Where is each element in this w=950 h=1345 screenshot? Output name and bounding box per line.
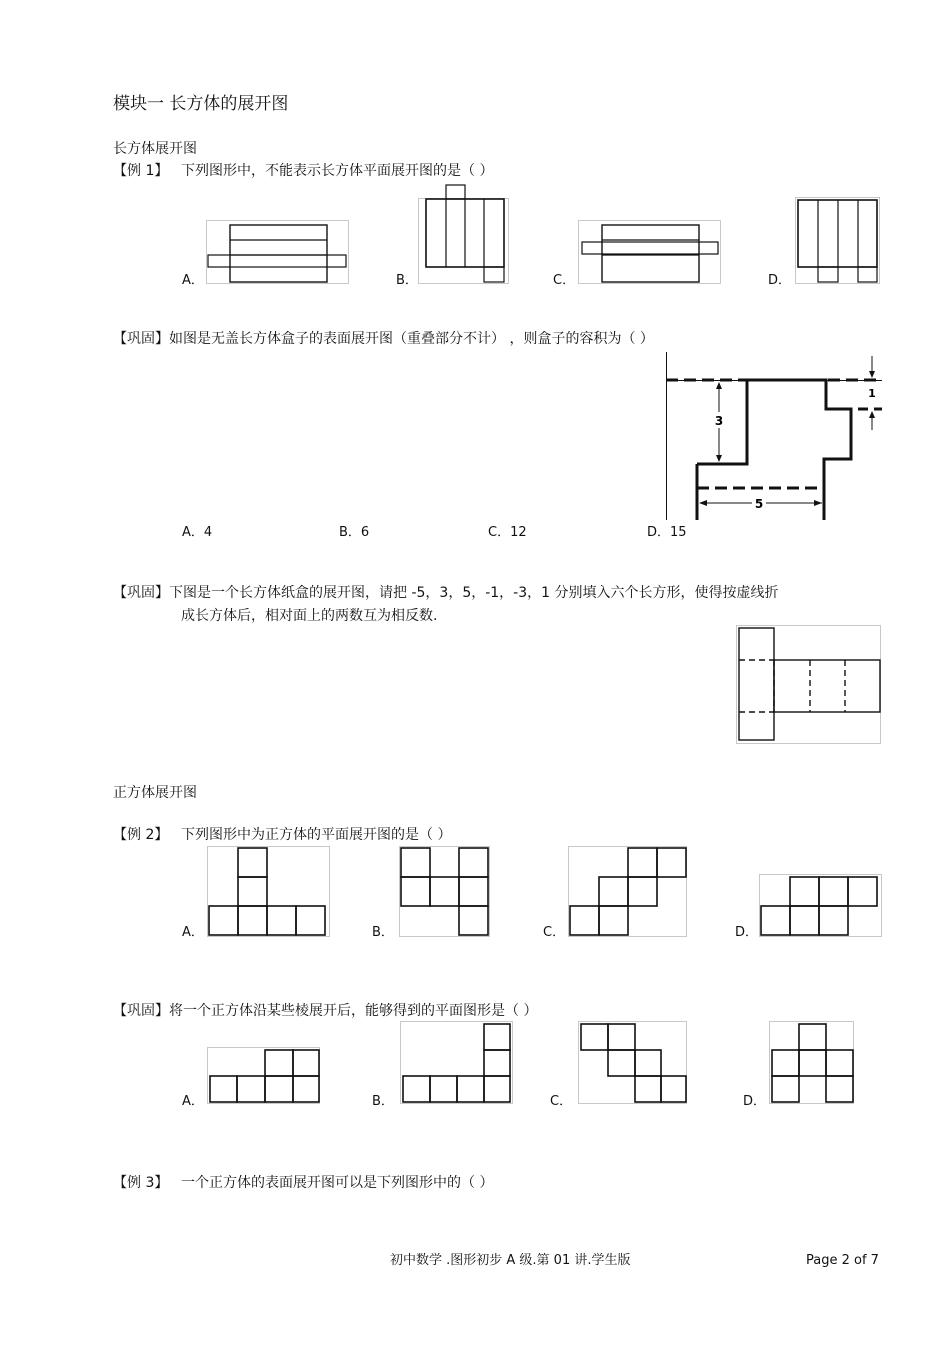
section-heading-cuboid: 长方体展开图 (113, 141, 197, 157)
example2-question: 下列图形中为正方体的平面展开图的是（ ） (181, 827, 452, 843)
practice1-question: 【巩固】如图是无盖长方体盒子的表面展开图（重叠部分不计） ，则盒子的容积为（ ） (113, 331, 654, 347)
example2-option-a: A． (182, 925, 204, 940)
module-title: 模块一 长方体的展开图 (113, 94, 289, 114)
example1-tag: 【例 1】 (113, 163, 169, 179)
example1-figure-a (206, 220, 350, 286)
example3-question: 一个正方体的表面展开图可以是下列图形中的（ ） (181, 1175, 494, 1191)
practice3-option-c: C． (550, 1094, 573, 1109)
example1-figure-c (578, 220, 722, 286)
example2-figure-a (207, 846, 331, 938)
section-heading-cube: 正方体展开图 (113, 785, 197, 801)
example3-tag: 【例 3】 (113, 1175, 169, 1191)
practice2-line1: 【巩固】下图是一个长方体纸盒的展开图，请把 -5，3，5，-1，-3，1 分别填入六个长方形，使得按虚线折 (113, 585, 779, 601)
example1-option-c: C． (553, 273, 576, 288)
practice3-figure-d (769, 1021, 855, 1105)
footer-course-info: 初中数学 .图形初步 A 级.第 01 讲.学生版 (390, 1253, 631, 1268)
example1-question: 下列图形中，不能表示长方体平面展开图的是（ ） (181, 163, 494, 179)
example2-option-d: D． (735, 925, 759, 940)
practice1-option-c: C．12 (488, 525, 527, 540)
practice1-option-b: B．6 (339, 525, 370, 540)
practice1-label-5: 5 (754, 497, 764, 511)
example2-figure-c (568, 846, 688, 938)
example2-option-b: B． (372, 925, 394, 940)
example2-figure-d (759, 874, 883, 938)
practice1-figure (666, 352, 882, 520)
practice3-figure-a (207, 1047, 321, 1105)
example2-tag: 【例 2】 (113, 827, 169, 843)
example1-figure-b (418, 183, 510, 285)
footer-page-number: Page 2 of 7 (806, 1253, 879, 1268)
practice1-option-a: A．4 (182, 525, 213, 540)
practice3-figure-b (400, 1021, 514, 1105)
practice3-question: 【巩固】将一个正方体沿某些棱展开后，能够得到的平面图形是（ ） (113, 1003, 538, 1019)
example1-option-b: B． (396, 273, 418, 288)
example1-figure-d (795, 197, 881, 285)
practice2-line2: 成长方体后，相对面上的两数互为相反数. (181, 608, 438, 624)
practice3-figure-c (578, 1021, 688, 1105)
practice1-label-3: 3 (714, 414, 724, 428)
practice3-option-d: D． (743, 1094, 767, 1109)
example2-option-c: C． (543, 925, 566, 940)
practice3-option-b: B． (372, 1094, 394, 1109)
practice1-label-1: 1 (868, 387, 876, 400)
practice1-option-d: D．15 (647, 525, 687, 540)
example1-option-a: A． (182, 273, 204, 288)
example2-figure-b (399, 846, 491, 938)
practice2-figure (736, 625, 882, 745)
practice3-option-a: A． (182, 1094, 204, 1109)
example1-option-d: D． (768, 273, 792, 288)
